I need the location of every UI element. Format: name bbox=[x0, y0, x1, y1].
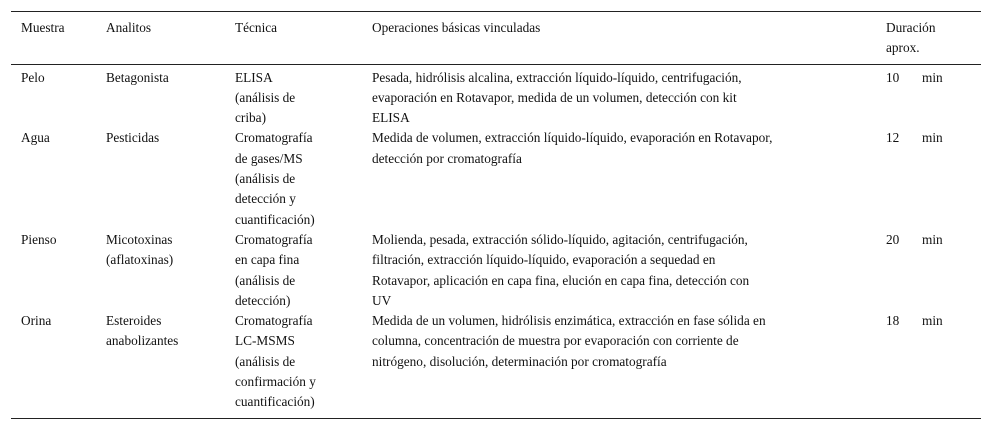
cell-line: Cromatografía bbox=[235, 231, 313, 247]
cell-line: anabolizantes bbox=[106, 333, 179, 349]
cell-operaciones bbox=[362, 311, 876, 418]
cell-line: Medida de volumen, extracción líquido-líquido, evaporación en Rotavapor, bbox=[372, 130, 773, 146]
cell-line: Pesticidas bbox=[106, 130, 160, 146]
cell-line: Molienda, pesada, extracción sólido-líquido, agitación, centrifugación, bbox=[372, 231, 748, 247]
header-duracion-line1: Duración bbox=[886, 20, 936, 35]
cell-line: Micotoxinas bbox=[106, 231, 173, 247]
header-operaciones: Operaciones básicas vinculadas bbox=[372, 20, 541, 35]
cell-line: LC-MSMS bbox=[235, 333, 295, 349]
duracion-value: 12 bbox=[886, 130, 900, 146]
cell-line: detección) bbox=[235, 292, 291, 308]
cell-muestra: Agua bbox=[21, 130, 50, 146]
table-row bbox=[11, 311, 981, 418]
table-row bbox=[11, 128, 981, 229]
cell-analitos bbox=[96, 128, 225, 229]
cell-operaciones bbox=[362, 230, 876, 311]
cell-tecnica bbox=[225, 230, 362, 311]
duracion-value: 10 bbox=[886, 69, 900, 85]
cell-line: (aflatoxinas) bbox=[106, 252, 174, 268]
table-row bbox=[11, 64, 981, 128]
table-body bbox=[11, 64, 981, 418]
cell-line: nitrógeno, disolución, determinación por cromatografía bbox=[372, 353, 667, 369]
cell-line: confirmación y bbox=[235, 374, 316, 390]
cell-line: detección y bbox=[235, 191, 296, 207]
cell-line: Cromatografía bbox=[235, 313, 313, 329]
table-header bbox=[11, 12, 981, 65]
cell-line: (análisis de bbox=[235, 89, 296, 105]
cell-line: (análisis de bbox=[235, 171, 296, 187]
header-tecnica: Técnica bbox=[235, 20, 278, 35]
cell-muestra: Pienso bbox=[21, 231, 57, 247]
cell-analitos bbox=[96, 311, 225, 418]
cell-duracion bbox=[876, 128, 981, 229]
header-row bbox=[11, 12, 981, 65]
cell-line: (análisis de bbox=[235, 272, 296, 288]
cell-duracion bbox=[876, 311, 981, 418]
cell-tecnica bbox=[225, 64, 362, 128]
cell-line: filtración, extracción líquido-líquido, evaporación a sequedad en bbox=[372, 252, 716, 268]
cell-line: cuantificación) bbox=[235, 394, 315, 410]
cell-line: Betagonista bbox=[106, 69, 169, 85]
cell-line: Medida de un volumen, hidrólisis enzimática, extracción en fase sólida en bbox=[372, 313, 766, 329]
cell-line: Esteroides bbox=[106, 313, 162, 329]
header-muestra: Muestra bbox=[21, 20, 65, 35]
analysis-table bbox=[11, 11, 981, 419]
cell-muestra: Pelo bbox=[21, 69, 45, 85]
header-duracion bbox=[876, 12, 981, 65]
cell-line: Rotavapor, aplicación en capa fina, elución en capa fina, detección con bbox=[372, 272, 750, 288]
cell-line: evaporación en Rotavapor, medida de un volumen, detección con kit bbox=[372, 89, 737, 105]
data-table-container bbox=[11, 11, 981, 419]
cell-operaciones bbox=[362, 128, 876, 229]
cell-line: (análisis de bbox=[235, 353, 296, 369]
cell-line: ELISA bbox=[235, 69, 273, 85]
cell-line: de gases/MS bbox=[235, 150, 303, 166]
cell-analitos bbox=[96, 64, 225, 128]
cell-operaciones bbox=[362, 64, 876, 128]
duracion-value: 18 bbox=[886, 313, 900, 329]
cell-tecnica bbox=[225, 128, 362, 229]
cell-line: cuantificación) bbox=[235, 211, 315, 227]
cell-duracion bbox=[876, 64, 981, 128]
cell-line: ELISA bbox=[372, 110, 410, 126]
duracion-unit: min bbox=[922, 69, 943, 85]
header-duracion-line2: aprox. bbox=[886, 40, 920, 56]
cell-line: Cromatografía bbox=[235, 130, 313, 146]
cell-line: Pesada, hidrólisis alcalina, extracción líquido-líquido, centrifugación, bbox=[372, 69, 742, 85]
cell-tecnica bbox=[225, 311, 362, 418]
duracion-unit: min bbox=[922, 231, 943, 247]
header-analitos: Analitos bbox=[106, 20, 152, 35]
cell-line: columna, concentración de muestra por evaporación con corriente de bbox=[372, 333, 739, 349]
cell-analitos bbox=[96, 230, 225, 311]
cell-line: detección por cromatografía bbox=[372, 150, 522, 166]
cell-line: UV bbox=[372, 292, 392, 308]
duracion-unit: min bbox=[922, 313, 943, 329]
duracion-unit: min bbox=[922, 130, 943, 146]
cell-duracion bbox=[876, 230, 981, 311]
cell-line: en capa fina bbox=[235, 252, 300, 268]
table-row bbox=[11, 230, 981, 311]
cell-muestra: Orina bbox=[21, 313, 52, 329]
cell-line: criba) bbox=[235, 110, 267, 126]
duracion-value: 20 bbox=[886, 231, 900, 247]
